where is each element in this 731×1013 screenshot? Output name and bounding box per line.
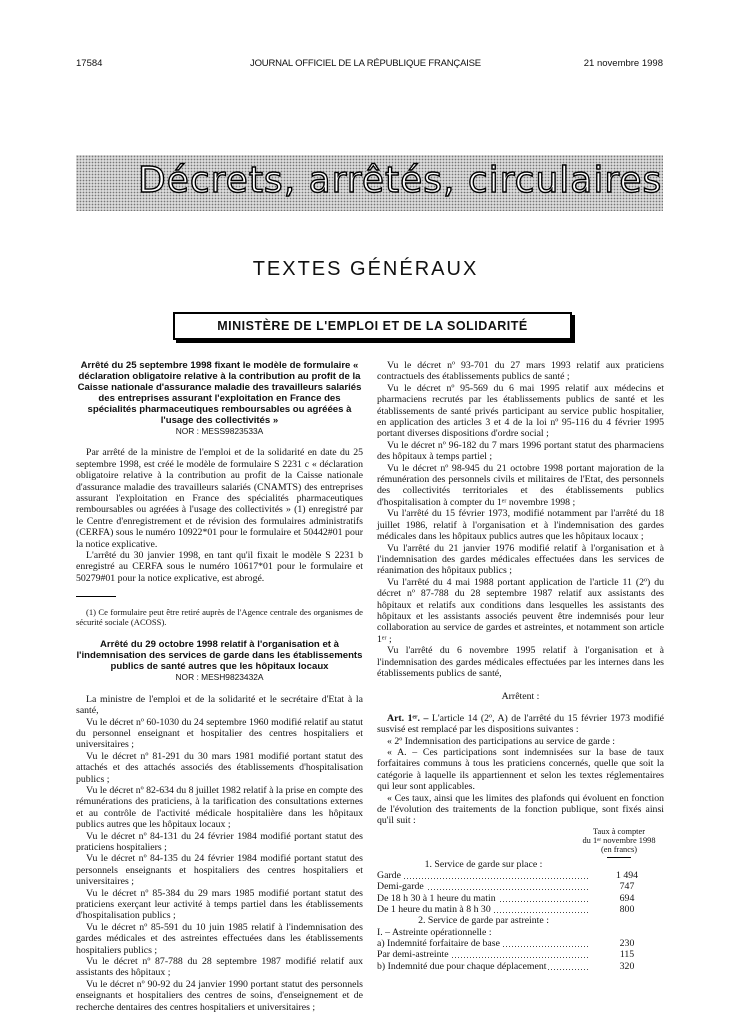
col-head-line: du 1ᵉʳ novembre 1998 [582, 835, 656, 845]
col-head-line: (en francs) [600, 844, 638, 854]
article-1 [377, 713, 664, 736]
quote-paragraph: « 2º Indemnisation des participations au service de garde : [387, 735, 616, 747]
left-column [76, 360, 363, 1013]
rate-label [377, 893, 590, 904]
table-row [377, 893, 664, 904]
table-row [377, 859, 664, 870]
visa-paragraph: Vu le décret nº 84-135 du 24 février 1984 modifié portant statut des personnels enseignants et hospitaliers des centres hospitaliers et universitaires ; [76, 853, 363, 888]
rate-label [377, 904, 590, 915]
rate-label [377, 927, 590, 938]
arretent-heading: Arrêtent : [501, 691, 540, 703]
visa-paragraph: Vu le décret nº 93-701 du 27 mars 1993 relatif aux praticiens contractuels des établissements publics de santé ; [377, 360, 664, 383]
table-row [377, 870, 664, 881]
ministry-box: MINISTÈRE DE L'EMPLOI ET DE LA SOLIDARITÉ [173, 312, 572, 340]
banner-title: Décrets, arrêtés, circulaires [138, 160, 663, 201]
visa-paragraph: Vu le décret nº 98-945 du 21 octobre 1998 portant majoration de la rémunération des personnels civils et militaires de l'Etat, des personnels des collectivités territoriales et des établissements publics d'hospitalisation à compter du 1ᵉʳ novembre 1998 ; [377, 462, 664, 508]
section-banner [76, 155, 663, 211]
visa-paragraph: Vu le décret nº 95-569 du 6 mai 1995 relatif aux médecins et pharmaciens recrutés par les établissements publics de santé et les établissements de santé privés participant au service public hospitalier, en application des articles 3 et 4 de la loi nº 95-116 du 4 février 1995 portant diverses dispositions d'ordre social ; [377, 382, 664, 440]
visa-list [377, 360, 664, 679]
rate-label-text: De 18 h 30 à 1 heure du matin [377, 892, 496, 904]
article-1-text: L'article 14 (2º, A) de l'arrêté du 15 février 1973 modifié susvisé est remplacé par les dispositions suivantes : [377, 712, 665, 736]
rate-value [590, 915, 664, 926]
page-number: 17584 [76, 58, 103, 69]
visa-paragraph: Vu l'arrêté du 21 janvier 1976 modifié relatif à l'organisation et à l'indemnisation des gardes médicales effectuées dans les services de réanimation des hôpitaux publics ; [377, 542, 664, 577]
visa-paragraph: Vu l'arrêté du 6 novembre 1995 relatif à l'organisation et à l'indemnisation des gardes médicales effectuées par les internes dans les établissements publics de santé, [377, 645, 664, 679]
right-column [377, 360, 664, 972]
rates-table [377, 859, 664, 972]
table-row [377, 927, 664, 938]
visa-paragraph: Vu le décret nº 87-788 du 28 septembre 1987 modifié relatif aux assistants des hôpitaux ; [76, 956, 363, 979]
table-row [377, 881, 664, 892]
arrete-1-title: Arrêté du 25 septembre 1998 fixant le modèle de formulaire « déclaration obligatoire relative à la contribution au profit de la Caisse nationale d'assurance maladie des travailleurs salariés des entreprises assurant l'exploitation en France des spécialités pharmaceutiques remboursables ou agréées à l'usage des collectivités » [77, 360, 362, 426]
rate-value: 694 [619, 892, 635, 904]
table-row [377, 938, 664, 949]
rate-label [377, 881, 590, 892]
rate-value [590, 859, 664, 870]
visa-paragraph: Vu le décret nº 84-131 du 24 février 1984 modifié portant statut des praticiens hospitaliers ; [76, 830, 363, 853]
arrete-2-nor: NOR : MESH9823432A [175, 672, 264, 683]
arrete-1-nor: NOR : MESS9823533A [175, 426, 264, 436]
col-head-line: Taux à compter [593, 826, 645, 836]
rate-label [377, 949, 590, 960]
table-row [377, 949, 664, 960]
arrete-1-paragraph: L'arrêté du 30 janvier 1998, en tant qu'il fixait le modèle S 2231 b enregistré au CERFA sous le numéro 10617*01 pour le formulaire et 50279#01 pour la notice explicative, est abrogé. [76, 550, 363, 584]
section-heading: TEXTES GÉNÉRAUX [252, 258, 479, 280]
visa-paragraph: Vu le décret nº 60-1030 du 24 septembre 1960 modifié relatif au statut du personnel enseignant et hospitalier des centres hospitaliers et universitaires ; [76, 716, 363, 751]
rate-label-text: Garde [377, 870, 401, 882]
rate-value: 1 494 [615, 870, 639, 882]
visa-paragraph: La ministre de l'emploi et de la solidarité et le secrétaire d'Etat à la santé, [76, 693, 363, 717]
visa-paragraph: Vu l'arrêté du 4 mai 1988 portant application de l'article 11 (2º) du décret nº 87-788 du 28 septembre 1987 relatif aux assistants des hôpitaux et relatifs aux conditions dans lesquelles les assistants des hôpitaux et les assistants associés peuvent être indemnisés pour leur collaboration au service de gardes et astreintes, et notamment son article 1ᵉʳ ; [377, 576, 664, 645]
visa-list [76, 694, 363, 1013]
rate-label [377, 870, 590, 881]
rate-value: 320 [619, 960, 635, 972]
col-head-rule [607, 857, 631, 858]
visa-paragraph: Vu l'arrêté du 15 février 1973, modifié notamment par l'arrêté du 18 juillet 1986, relatif à l'organisation et à l'indemnisation des gardes médicales dans les hôpitaux publics autres que les hôpitaux locaux ; [377, 508, 664, 543]
quote-paragraph: « A. – Ces participations sont indemnisées sur la base de taux forfaitaires communs à tous les praticiens concernés, quelle que soit la catégorie à laquelle ils appartiennent et selon les textes réglementaires qui leur sont applicables. [377, 747, 664, 793]
rate-label-text: I. – Astreinte opérationnelle : [377, 926, 492, 938]
journal-title: JOURNAL OFFICIEL DE LA RÉPUBLIQUE FRANÇAISE [250, 58, 481, 69]
rate-value [590, 927, 664, 938]
table-row [377, 915, 664, 926]
visa-paragraph: Vu le décret nº 85-384 du 29 mars 1985 modifié portant statut des praticiens exerçant leur activité à temps partiel dans les établissements d'hospitalisation publics ; [76, 887, 363, 922]
rate-value: 800 [619, 904, 635, 916]
footnote: (1) Ce formulaire peut être retiré auprès de l'Agence centrale des organismes de sécurité sociale (ACOSS). [76, 607, 363, 628]
rate-label [377, 859, 590, 870]
rate-label-text: Par demi-astreinte [377, 949, 449, 961]
rate-label-text: De 1 heure du matin à 8 h 30 [377, 904, 491, 916]
rate-label-text: b) Indemnité due pour chaque déplacement [377, 960, 547, 972]
rate-label-text: Demi-garde [377, 881, 424, 893]
visa-paragraph: Vu le décret nº 85-591 du 10 juin 1985 relatif à l'indemnisation des gardes médicales et des astreintes effectuées dans les établissements hospitaliers publics ; [76, 921, 363, 956]
rate-label-text: 2. Service de garde par astreinte : [418, 915, 549, 927]
visa-paragraph: Vu le décret nº 81-291 du 30 mars 1981 modifié portant statut des attachés et des attachés associés des établissements d'hospitalisation publics ; [76, 750, 363, 785]
rate-value: 747 [619, 881, 635, 893]
rate-label [377, 961, 590, 972]
visa-paragraph: Vu le décret nº 82-634 du 8 juillet 1982 relatif à la prise en compte des rémunérations des praticiens, à la tarification des consultations externes et au contrôle de l'activité médicale hospitalière dans les hôpitaux publics autres que les hôpitaux locaux ; [76, 784, 363, 831]
rate-value: 115 [619, 949, 635, 961]
issue-date: 21 novembre 1998 [583, 58, 663, 69]
table-row [377, 904, 664, 915]
rate-value: 230 [619, 937, 635, 949]
table-row [377, 961, 664, 972]
footnote-rule [76, 596, 116, 597]
rate-label-text: 1. Service de garde sur place : [424, 858, 543, 870]
rate-label [377, 938, 590, 949]
arrete-2-title: Arrêté du 29 octobre 1998 relatif à l'organisation et à l'indemnisation des services de garde dans les établissements publics de santé autres que les hôpitaux locaux [76, 639, 363, 673]
article-1-label: Art. 1ᵉʳ. – [387, 712, 429, 724]
rate-label [377, 915, 590, 926]
arrete-1-paragraph: Par arrêté de la ministre de l'emploi et de la solidarité en date du 25 septembre 1998, est créé le modèle de formulaire S 2231 c « déclaration obligatoire relative à la contribution au profit de la Caisse nationale d'assurance maladie des travailleurs salariés (CNAMTS) des entreprises assurant l'exploitation en France des spécialités pharmaceutiques remboursables ou agréées à l'usage des collectivités » (1) enregistré par le Centre d'enregistrement et de révision des formulaires administratifs (CERFA) sous le numéro 10922*01 pour le formulaire et 50442#01 pour la notice explicative. [76, 447, 363, 550]
visa-paragraph: Vu le décret nº 96-182 du 7 mars 1996 portant statut des pharmaciens des hôpitaux à temps partiel ; [377, 439, 664, 463]
quote-paragraph: « Ces taux, ainsi que les limites des plafonds qui évoluent en fonction de l'évolution des traitements de la fonction publique, sont fixés ainsi qu'il suit : [377, 792, 664, 827]
rate-label-text: a) Indemnité forfaitaire de base [377, 937, 500, 949]
table-column-header [377, 827, 664, 859]
visa-paragraph: Vu le décret nº 90-92 du 24 janvier 1990 portant statut des personnels enseignants et hospitaliers des centres de soins, d'enseignement et de recherche dentaires des centres hospitaliers et universitaires ; [76, 978, 363, 1013]
